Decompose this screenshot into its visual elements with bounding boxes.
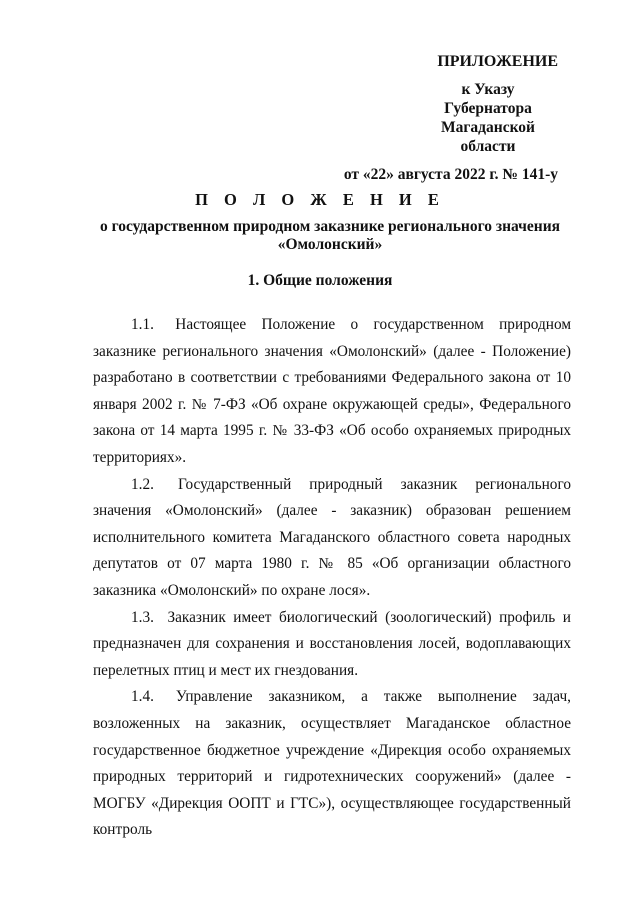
- appendix-line-2: Магаданской области: [441, 119, 535, 155]
- paragraph-1-2: [93, 472, 571, 605]
- document-subtitle-line-2: «Омолонский»: [277, 236, 383, 253]
- appendix-block: [308, 52, 558, 184]
- document-title: П О Л О Ж Е Н И Е: [195, 190, 445, 209]
- paragraph-text: Управление заказником, а также выполнение задач, возложенных на заказник, осуществляет Магаданское областное государственное бюджетное учреждение «Дирекция особо охраняемых природных территорий и гидротехнических сооружений» (далее - МОГБУ «Дирекция ООПТ и ГТС»), осуществляющее государственный контроль: [93, 688, 571, 839]
- document-body: [93, 312, 571, 844]
- paragraph-1-4: [93, 684, 571, 844]
- paragraph-1-3: [93, 605, 571, 685]
- paragraph-number: 1.4.: [131, 688, 154, 706]
- paragraph-1-1: [93, 312, 571, 472]
- paragraph-text: Заказник имеет биологический (зоологический) профиль и предназначен для сохранения и восстановления лосей, водоплавающих перелетных птиц и мест их гнездования.: [93, 608, 571, 679]
- paragraph-number: 1.3.: [131, 608, 154, 626]
- paragraph-number: 1.2.: [131, 475, 154, 493]
- paragraph-text: Настоящее Положение о государственном природном заказнике регионального значения «Омолонский» (далее - Положение) разработано в соответствии с требованиями Федерального закона от 10 января 2002 г. № 7-ФЗ «Об охране окружающей среды», Федерального закона от 14 марта 1995 г. № 33-ФЗ «Об особо охраняемых природных территориях».: [93, 316, 571, 466]
- document-subtitle-line-1: о государственном природном заказнике регионального значения: [99, 218, 561, 235]
- paragraph-number: 1.1.: [131, 316, 154, 333]
- appendix-date-line: от «22» августа 2022 г. № 141-у: [343, 166, 558, 183]
- paragraph-text: Государственный природный заказник регионального значения «Омолонский» (далее - заказник) образован решением исполнительного комитета Магаданского областного совета народных депутатов от 07 марта 1980 г. № 85 «Об организации областного заказника «Омолонский» по охране лося».: [93, 475, 571, 599]
- appendix-heading: ПРИЛОЖЕНИЕ: [437, 53, 558, 70]
- document-subtitle: [90, 218, 570, 254]
- section-heading: 1. Общие положения: [247, 272, 393, 289]
- appendix-line-1: к Указу Губернатора: [444, 81, 532, 117]
